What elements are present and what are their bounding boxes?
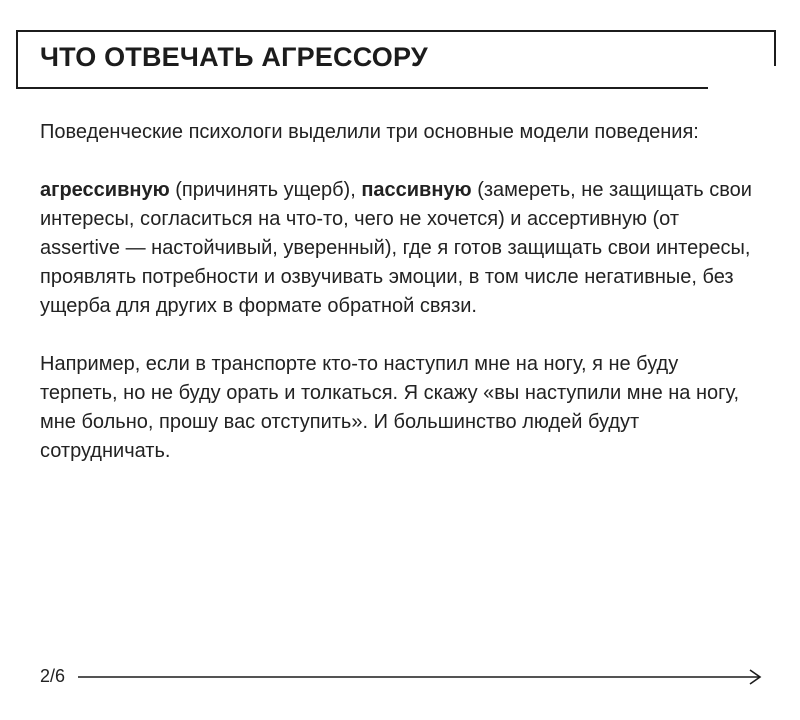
page-indicator: 2/6: [40, 666, 66, 686]
frame-top-border: [16, 30, 776, 32]
models-paragraph: [40, 176, 760, 321]
frame-right-border: [774, 30, 776, 66]
passive-term: пассивную: [361, 179, 472, 201]
page-title: ЧТО ОТВЕЧАТЬ АГРЕССОРУ: [40, 42, 428, 72]
frame-left-border: [16, 30, 18, 88]
arrow-right-icon[interactable]: [78, 664, 762, 690]
example-paragraph: Например, если в транспорте кто-то наступил мне на ногу, я не буду терпеть, но не буду орать и толкаться. Я скажу «вы наступили мне на ногу, мне больно, прошу вас отступить». И большинство людей будут сотрудничать.: [40, 353, 739, 462]
aggressive-term: агрессивную: [40, 179, 170, 201]
aggressive-description: (причинять ущерб),: [169, 179, 362, 201]
frame-bottom-border: [16, 87, 708, 89]
footer: [40, 664, 762, 690]
passive-assertive-description: (замереть, не защищать свои интересы, согласиться на что-то, чего не хочется) и ассертивную (от assertive — настойчивый, уверенный), где я готов защищать свои интересы, проявлять потребности и озвучивать эмоции, в том числе негативные, без ущерба для других в формате обратной связи.: [40, 179, 752, 317]
intro-paragraph: Поведенческие психологи выделили три основные модели поведения:: [40, 121, 699, 143]
article-body: [40, 118, 760, 495]
